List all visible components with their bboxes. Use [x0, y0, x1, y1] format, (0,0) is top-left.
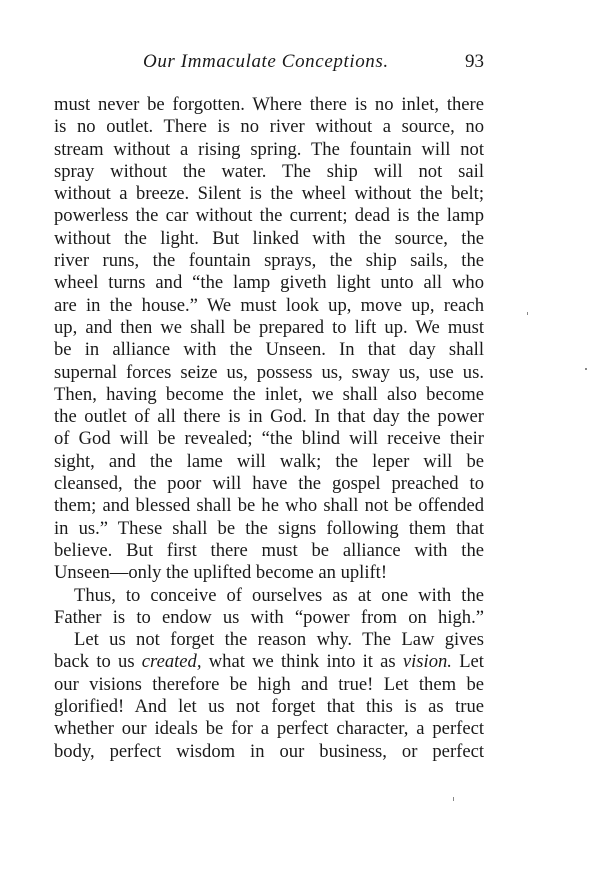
text-line: wheel turns and “the lamp giveth light unto all who — [54, 272, 484, 294]
text-line: whether our ideals be for a perfect character, a perfect — [54, 718, 484, 740]
text-line: up, and then we shall be prepared to lift up. We must — [54, 316, 484, 338]
text-line: our visions therefore be high and true! Let them be — [54, 673, 484, 695]
text-line: Then, having become the inlet, we shall also become — [54, 383, 484, 405]
text-line: cleansed, the poor will have the gospel preached to — [54, 473, 484, 495]
text-line — [54, 651, 484, 673]
text-line: spray without the water. The ship will not sail — [54, 160, 484, 182]
text-line: without a breeze. Silent is the wheel without the belt; — [54, 183, 484, 205]
text-line: Let us not forget the reason why. The Law gives — [74, 629, 484, 651]
text-line: without the light. But linked with the source, the — [54, 227, 484, 249]
text-segment: Let — [451, 651, 484, 673]
text-line: are in the house.” We must look up, move up, reach — [54, 294, 484, 316]
text-line: be in alliance with the Unseen. In that day shall — [54, 339, 484, 361]
page-number: 93 — [465, 51, 484, 72]
text-line: of God will be revealed; “the blind will receive their — [54, 428, 484, 450]
text-segment: back to us — [54, 651, 142, 673]
scan-speck — [527, 312, 528, 315]
text-line: Unseen—only the uplifted become an uplift! — [54, 562, 388, 584]
text-line: Thus, to conceive of ourselves as at one with the — [74, 584, 484, 606]
text-line: sight, and the lame will walk; the leper will be — [54, 450, 484, 472]
text-line: powerless the car without the current; dead is the lamp — [54, 205, 484, 227]
text-line: supernal forces seize us, possess us, sway us, use us. — [54, 361, 484, 383]
text-line: river runs, the fountain sprays, the ship sails, the — [54, 250, 484, 272]
body-text — [54, 94, 484, 763]
text-line: believe. But first there must be alliance with the — [54, 539, 484, 561]
running-header — [54, 51, 484, 75]
text-line: is no outlet. There is no river without a source, no — [54, 116, 484, 138]
text-segment: what we think into it as — [201, 651, 403, 673]
scan-speck — [453, 797, 454, 801]
text-line: them; and blessed shall be he who shall not be offended — [54, 495, 484, 517]
italic-word: vision. — [402, 651, 452, 673]
italic-word: created, — [141, 651, 202, 673]
text-line: must never be forgotten. Where there is no inlet, there — [54, 94, 484, 115]
text-line: in us.” These shall be the signs following them that — [54, 517, 484, 539]
text-line: body, perfect wisdom in our business, or perfect — [54, 740, 484, 762]
text-line: Father is to endow us with “power from on high.” — [54, 606, 484, 628]
text-line: the outlet of all there is in God. In that day the power — [54, 406, 484, 428]
text-line: stream without a rising spring. The fountain will not — [54, 138, 484, 160]
running-title: Our Immaculate Conceptions. — [143, 51, 389, 72]
scan-speck — [585, 368, 587, 370]
text-line: glorified! And let us not forget that this is as true — [54, 696, 484, 718]
